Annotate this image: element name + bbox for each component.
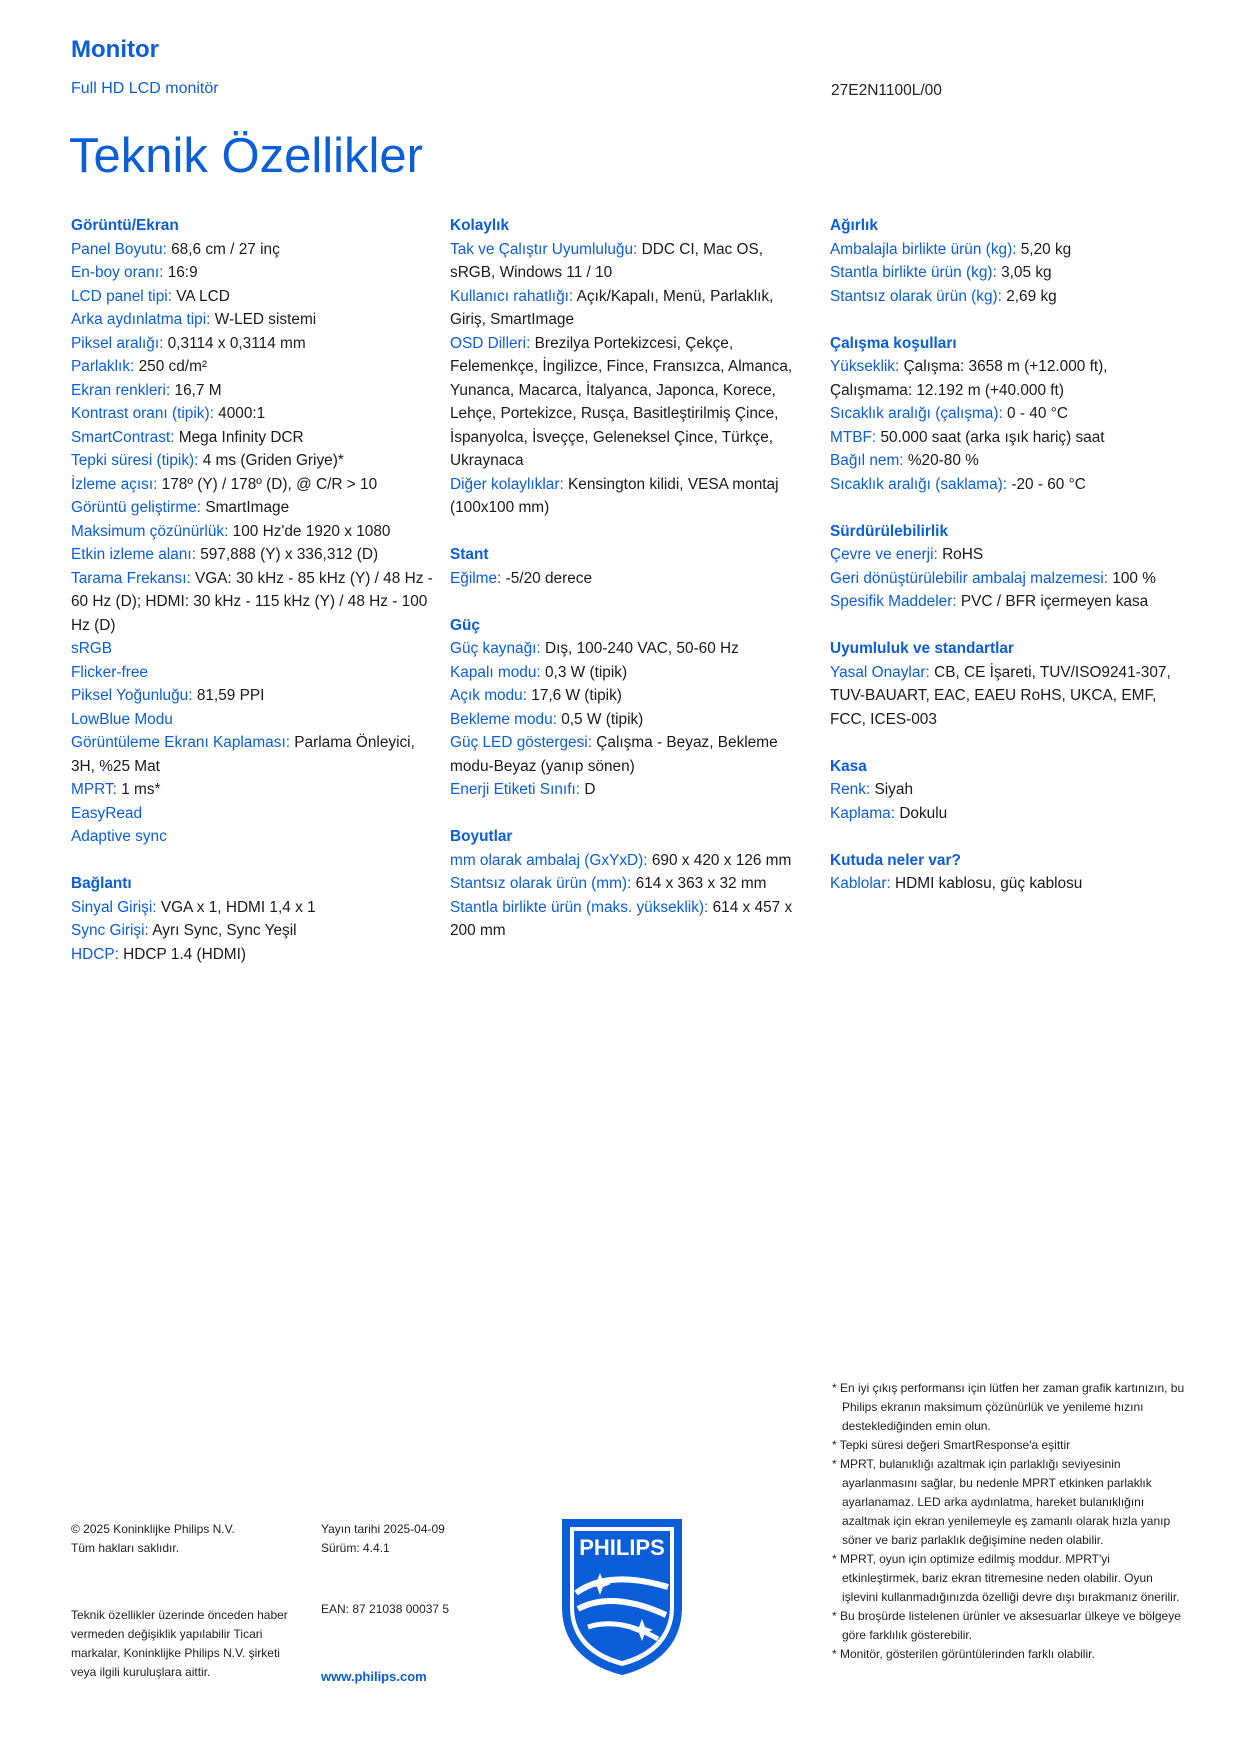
spec-label: Stantsız olarak ürün (mm): bbox=[450, 875, 632, 892]
spec-value: CB, CE İşareti, TUV/ISO9241-307, TUV-BAUART, EAC, EAEU RoHS, UKCA, EMF, FCC, ICES-003 bbox=[830, 663, 1171, 728]
spec-value: VGA: 30 kHz - 85 kHz (Y) / 48 Hz - 60 Hz (D); HDMI: 30 kHz - 115 kHz (Y) / 48 Hz - 100 Hz (D) bbox=[71, 569, 433, 634]
spec-value: Kensington kilidi, VESA montaj (100x100 mm) bbox=[450, 475, 779, 516]
spec-label: Etkin izleme alanı: bbox=[71, 546, 196, 563]
version-text: Sürüm: 4.4.1 bbox=[321, 1541, 390, 1555]
spec-value: PVC / BFR içermeyen kasa bbox=[960, 593, 1149, 610]
spec-label: LCD panel tipi: bbox=[71, 287, 172, 305]
spec-row bbox=[450, 684, 810, 708]
spec-label: Bekleme modu: bbox=[450, 710, 557, 728]
disclaimer-text: Teknik özellikler üzerinde önceden haber vermeden değişiklik yapılabilir Ticari markalar, Koninklijke Philips N.V. şirketi veya ilgili kuruluşlara aittir. bbox=[71, 1608, 288, 1679]
spec-label: mm olarak ambalaj (GxYxD): bbox=[450, 851, 648, 869]
section-title: Uyumluluk ve standartlar bbox=[830, 640, 1014, 657]
spec-row bbox=[450, 332, 810, 473]
spec-row bbox=[830, 543, 1190, 567]
spec-value: RoHS bbox=[942, 546, 984, 563]
spec-value: HDCP 1.4 (HDMI) bbox=[123, 945, 247, 963]
spec-row bbox=[450, 285, 810, 332]
spec-label: HDCP: bbox=[71, 945, 119, 963]
section-title: Görüntü/Ekran bbox=[71, 217, 179, 234]
spec-column-1 bbox=[71, 214, 436, 990]
product-subtitle: Full HD LCD monitör bbox=[71, 80, 219, 97]
spec-value: 690 x 420 x 126 mm bbox=[651, 851, 792, 869]
spec-row bbox=[830, 261, 1190, 285]
spec-value: SmartImage bbox=[205, 499, 290, 516]
spec-value: 100 % bbox=[1112, 569, 1156, 587]
spec-row bbox=[71, 802, 436, 826]
spec-label: Açık modu: bbox=[450, 687, 527, 704]
spec-row bbox=[71, 285, 436, 309]
spec-label: Bağıl nem: bbox=[830, 452, 904, 469]
spec-value: DDC CI, Mac OS, sRGB, Windows 11 / 10 bbox=[450, 240, 764, 281]
spec-label: Sıcaklık aralığı (çalışma): bbox=[830, 405, 1003, 422]
section-title: Bağlantı bbox=[71, 875, 132, 892]
spec-value: -20 - 60 °C bbox=[1011, 475, 1086, 493]
spec-value: Açık/Kapalı, Menü, Parlaklık, Giriş, SmartImage bbox=[450, 287, 774, 328]
spec-label: Tak ve Çalıştır Uyumluluğu: bbox=[450, 240, 638, 258]
spec-label: Diğer kolaylıklar: bbox=[450, 475, 564, 493]
spec-row bbox=[71, 449, 436, 473]
spec-row bbox=[71, 543, 436, 567]
section-title: Kolaylık bbox=[450, 217, 510, 234]
spec-label: Maksimum çözünürlük: bbox=[71, 522, 229, 540]
spec-value: 5,20 kg bbox=[1020, 240, 1072, 258]
spec-value: 81,59 PPI bbox=[196, 687, 265, 704]
spec-value: 0,3 W (tipik) bbox=[544, 663, 628, 681]
spec-label: Flicker-free bbox=[71, 663, 148, 681]
footnote-item: * Monitör, gösterilen görüntülerinden farklı olabilir. bbox=[832, 1647, 1095, 1661]
spec-row bbox=[830, 661, 1190, 732]
spec-row bbox=[830, 355, 1190, 402]
spec-value: Parlama Önleyici, 3H, %25 Mat bbox=[71, 734, 415, 775]
spec-value: Siyah bbox=[874, 781, 913, 798]
spec-label: En-boy oranı: bbox=[71, 264, 164, 281]
spec-label: sRGB bbox=[71, 640, 113, 657]
spec-value: 68,6 cm / 27 inç bbox=[171, 240, 280, 258]
section-title: Sürdürülebilirlik bbox=[830, 522, 949, 540]
spec-row bbox=[830, 449, 1190, 473]
footnote-item: * Tepki süresi değeri SmartResponse'a eşittir bbox=[832, 1438, 1071, 1452]
spec-row bbox=[71, 825, 436, 849]
spec-row bbox=[71, 661, 436, 685]
footnote-item: * MPRT, bulanıklığı azaltmak için parlaklığı seviyesinin ayarlanmasını sağlar, bu nedenle MPRT etkinken parlaklık ayarlanamaz. LED arka aydınlatma, hareket bulanıklığını azaltmak için ekran yenilemeyle eş zamanlı olarak hızla yanıp söner ve bariz parlaklık değişimine neden olabilir. bbox=[832, 1457, 1171, 1547]
spec-row bbox=[450, 849, 810, 873]
logo-wordmark: PHILIPS bbox=[579, 1535, 665, 1560]
spec-value: 597,888 (Y) x 336,312 (D) bbox=[200, 546, 379, 563]
spec-label: Yükseklik: bbox=[830, 358, 900, 375]
spec-value: HDMI kablosu, güç kablosu bbox=[895, 875, 1083, 892]
spec-section bbox=[830, 637, 1190, 731]
spec-section bbox=[450, 543, 810, 590]
spec-value: 1 ms* bbox=[121, 781, 161, 798]
footnotes bbox=[832, 1379, 1187, 1664]
spec-row bbox=[830, 426, 1190, 450]
spec-row bbox=[71, 684, 436, 708]
spec-row bbox=[830, 872, 1190, 896]
spec-value: 4 ms (Griden Griye)* bbox=[202, 452, 344, 469]
spec-value: Dış, 100-240 VAC, 50-60 Hz bbox=[544, 640, 739, 657]
spec-value: Ayrı Sync, Sync Yeşil bbox=[152, 922, 297, 939]
spec-row bbox=[450, 778, 810, 802]
spec-label: OSD Dilleri: bbox=[450, 334, 531, 352]
spec-label: Parlaklık: bbox=[71, 358, 135, 375]
spec-label: İzleme açısı: bbox=[71, 475, 158, 493]
spec-row bbox=[830, 473, 1190, 497]
philips-shield-logo bbox=[558, 1515, 686, 1677]
spec-row bbox=[71, 731, 436, 778]
spec-value: 16,7 M bbox=[174, 381, 222, 399]
footnote-item: * Bu broşürde listelenen ürünler ve aksesuarlar ülkeye ve bölgeye göre farklılık gösterebilir. bbox=[832, 1609, 1181, 1642]
spec-value: Çalışma - Beyaz, Bekleme modu-Beyaz (yanıp sönen) bbox=[450, 734, 778, 775]
spec-row bbox=[71, 567, 436, 638]
spec-section bbox=[830, 332, 1190, 497]
spec-value: W-LED sistemi bbox=[214, 311, 317, 328]
spec-value: D bbox=[584, 781, 596, 798]
spec-row bbox=[71, 778, 436, 802]
spec-value: 100 Hz'de 1920 x 1080 bbox=[232, 522, 391, 540]
spec-label: Kontrast oranı (tipik): bbox=[71, 405, 214, 422]
spec-label: Stantsız olarak ürün (kg): bbox=[830, 287, 1002, 305]
spec-label: Adaptive sync bbox=[71, 828, 167, 845]
spec-column-3 bbox=[830, 214, 1190, 919]
spec-label: Arka aydınlatma tipi: bbox=[71, 311, 211, 328]
spec-value: 4000:1 bbox=[218, 405, 266, 422]
spec-row bbox=[450, 637, 810, 661]
spec-value: %20-80 % bbox=[907, 452, 979, 469]
spec-value: 614 x 363 x 32 mm bbox=[635, 875, 767, 892]
spec-label: LowBlue Modu bbox=[71, 710, 173, 728]
spec-row bbox=[71, 708, 436, 732]
spec-section bbox=[71, 872, 436, 966]
spec-row bbox=[830, 285, 1190, 309]
spec-value: Dokulu bbox=[899, 804, 948, 822]
spec-value: 17,6 W (tipik) bbox=[531, 687, 622, 704]
spec-label: MTBF: bbox=[830, 428, 877, 446]
spec-column-2 bbox=[450, 214, 810, 966]
spec-value: Mega Infinity DCR bbox=[178, 428, 304, 446]
spec-label: Piksel Yoğunluğu: bbox=[71, 687, 193, 704]
section-title: Stant bbox=[450, 546, 489, 563]
spec-row bbox=[450, 473, 810, 520]
spec-value: 178º (Y) / 178º (D), @ C/R > 10 bbox=[161, 475, 378, 493]
spec-label: Stantla birlikte ürün (maks. yükseklik): bbox=[450, 898, 709, 916]
spec-row bbox=[450, 238, 810, 285]
spec-label: Tarama Frekansı: bbox=[71, 569, 191, 587]
spec-row bbox=[71, 520, 436, 544]
spec-label: Sıcaklık aralığı (saklama): bbox=[830, 475, 1008, 493]
spec-section bbox=[450, 614, 810, 802]
spec-row bbox=[830, 802, 1190, 826]
spec-row bbox=[450, 896, 810, 943]
model-number: 27E2N1100L/00 bbox=[831, 82, 942, 99]
spec-value: VA LCD bbox=[176, 287, 230, 305]
spec-label: Stantla birlikte ürün (kg): bbox=[830, 264, 997, 281]
section-title: Boyutlar bbox=[450, 828, 513, 845]
product-category: Monitor bbox=[71, 36, 159, 63]
spec-value: 0,3114 x 0,3114 mm bbox=[167, 334, 306, 352]
spec-label: Renk: bbox=[830, 781, 871, 798]
page-title: Teknik Özellikler bbox=[69, 129, 423, 183]
spec-row bbox=[830, 238, 1190, 262]
spec-row bbox=[71, 919, 436, 943]
spec-value: 0,5 W (tipik) bbox=[561, 710, 644, 728]
spec-label: Geri dönüştürülebilir ambalaj malzemesi: bbox=[830, 569, 1109, 587]
spec-value: -5/20 derece bbox=[505, 569, 593, 587]
spec-value: 2,69 kg bbox=[1006, 287, 1057, 305]
spec-row bbox=[830, 590, 1190, 614]
spec-row bbox=[450, 731, 810, 778]
spec-label: Görüntü geliştirme: bbox=[71, 499, 202, 516]
spec-label: Sinyal Girişi: bbox=[71, 898, 157, 916]
spec-row bbox=[450, 872, 810, 896]
spec-section bbox=[830, 849, 1190, 896]
spec-section bbox=[830, 214, 1190, 308]
spec-label: Eğilme: bbox=[450, 569, 502, 587]
spec-row bbox=[830, 402, 1190, 426]
spec-value: 50.000 saat (arka ışık hariç) saat bbox=[880, 428, 1105, 446]
spec-label: Güç kaynağı: bbox=[450, 640, 541, 657]
section-title: Çalışma koşulları bbox=[830, 334, 957, 352]
spec-label: Kapalı modu: bbox=[450, 663, 541, 681]
spec-label: Güç LED göstergesi: bbox=[450, 734, 593, 751]
section-title: Ağırlık bbox=[830, 217, 878, 234]
spec-row bbox=[71, 496, 436, 520]
spec-label: Ambalajla birlikte ürün (kg): bbox=[830, 240, 1017, 258]
spec-row bbox=[71, 355, 436, 379]
spec-label: Piksel aralığı: bbox=[71, 334, 164, 352]
publication-info bbox=[321, 1520, 501, 1558]
spec-label: Tepki süresi (tipik): bbox=[71, 452, 199, 469]
spec-row bbox=[71, 402, 436, 426]
spec-section bbox=[450, 214, 810, 520]
spec-value: 250 cd/m² bbox=[138, 358, 208, 375]
spec-value: VGA x 1, HDMI 1,4 x 1 bbox=[160, 898, 316, 916]
spec-label: Yasal Onaylar: bbox=[830, 663, 930, 681]
publication-date: Yayın tarihi 2025-04-09 bbox=[321, 1522, 445, 1536]
spec-label: Görüntüleme Ekranı Kaplaması: bbox=[71, 734, 290, 751]
spec-row bbox=[71, 473, 436, 497]
section-title: Kutuda neler var? bbox=[830, 851, 961, 869]
section-title: Güç bbox=[450, 616, 480, 634]
spec-label: EasyRead bbox=[71, 804, 143, 822]
spec-section bbox=[830, 755, 1190, 826]
spec-row bbox=[71, 308, 436, 332]
spec-value: 614 x 457 x 200 mm bbox=[450, 898, 793, 939]
footnote-item: * En iyi çıkış performansı için lütfen her zaman grafik kartınızın, bu Philips ekranın maksimum çözünürlük ve yenileme hızını desteklediğinden emin olun. bbox=[832, 1381, 1185, 1433]
rights-text: Tüm hakları saklıdır. bbox=[71, 1541, 180, 1555]
spec-label: Enerji Etiketi Sınıfı: bbox=[450, 781, 581, 798]
spec-row bbox=[71, 896, 436, 920]
website-link[interactable]: www.philips.com bbox=[321, 1669, 427, 1684]
spec-label: Panel Boyutu: bbox=[71, 240, 167, 258]
copyright-block bbox=[71, 1520, 301, 1558]
spec-row bbox=[71, 426, 436, 450]
spec-section bbox=[71, 214, 436, 849]
spec-row bbox=[450, 661, 810, 685]
spec-row bbox=[71, 943, 436, 967]
spec-value: Çalışma: 3658 m (+12.000 ft), Çalışmama: 12.192 m (+40.000 ft) bbox=[830, 358, 1108, 399]
spec-row bbox=[71, 379, 436, 403]
spec-label: Ekran renkleri: bbox=[71, 381, 171, 399]
spec-section bbox=[830, 520, 1190, 614]
spec-label: MPRT: bbox=[71, 781, 117, 798]
spec-label: SmartContrast: bbox=[71, 428, 175, 446]
spec-row bbox=[71, 637, 436, 661]
spec-value: Brezilya Portekizcesi, Çekçe, Felemenkçe, İngilizce, Fince, Fransızca, Almanca, Yunanca, Macarca, İtalyanca, Japonca, Korece, Lehçe, Portekizce, Rusça, Basitleştirilmiş Çince, İspanyolca, İsveççe, Geleneksel Çince, Türkçe, Ukraynaca bbox=[450, 334, 793, 469]
spec-row bbox=[71, 238, 436, 262]
spec-row bbox=[830, 778, 1190, 802]
spec-row bbox=[830, 567, 1190, 591]
ean-code: EAN: 87 21038 00037 5 bbox=[321, 1602, 450, 1616]
spec-row bbox=[71, 261, 436, 285]
copyright-text: © 2025 Koninklijke Philips N.V. bbox=[71, 1522, 235, 1536]
spec-label: Sync Girişi: bbox=[71, 922, 149, 939]
spec-value: 3,05 kg bbox=[1001, 264, 1052, 281]
spec-label: Çevre ve enerji: bbox=[830, 546, 938, 563]
spec-label: Kullanıcı rahatlığı: bbox=[450, 287, 574, 305]
spec-label: Kablolar: bbox=[830, 875, 891, 892]
spec-row bbox=[71, 332, 436, 356]
spec-row bbox=[450, 567, 810, 591]
spec-label: Spesifik Maddeler: bbox=[830, 593, 957, 610]
footnote-item: * MPRT, oyun için optimize edilmiş moddur. MPRT'yi etkinleştirmek, bariz ekran titremesine neden olabilir. Oyun işlevini kullanmadığınızda özelliği devre dışı bırakmanız önerilir. bbox=[832, 1552, 1180, 1604]
spec-value: 16:9 bbox=[167, 264, 198, 281]
spec-label: Kaplama: bbox=[830, 804, 896, 822]
spec-section bbox=[450, 825, 810, 943]
spec-value: 0 - 40 °C bbox=[1007, 405, 1068, 422]
spec-row bbox=[450, 708, 810, 732]
section-title: Kasa bbox=[830, 757, 867, 775]
